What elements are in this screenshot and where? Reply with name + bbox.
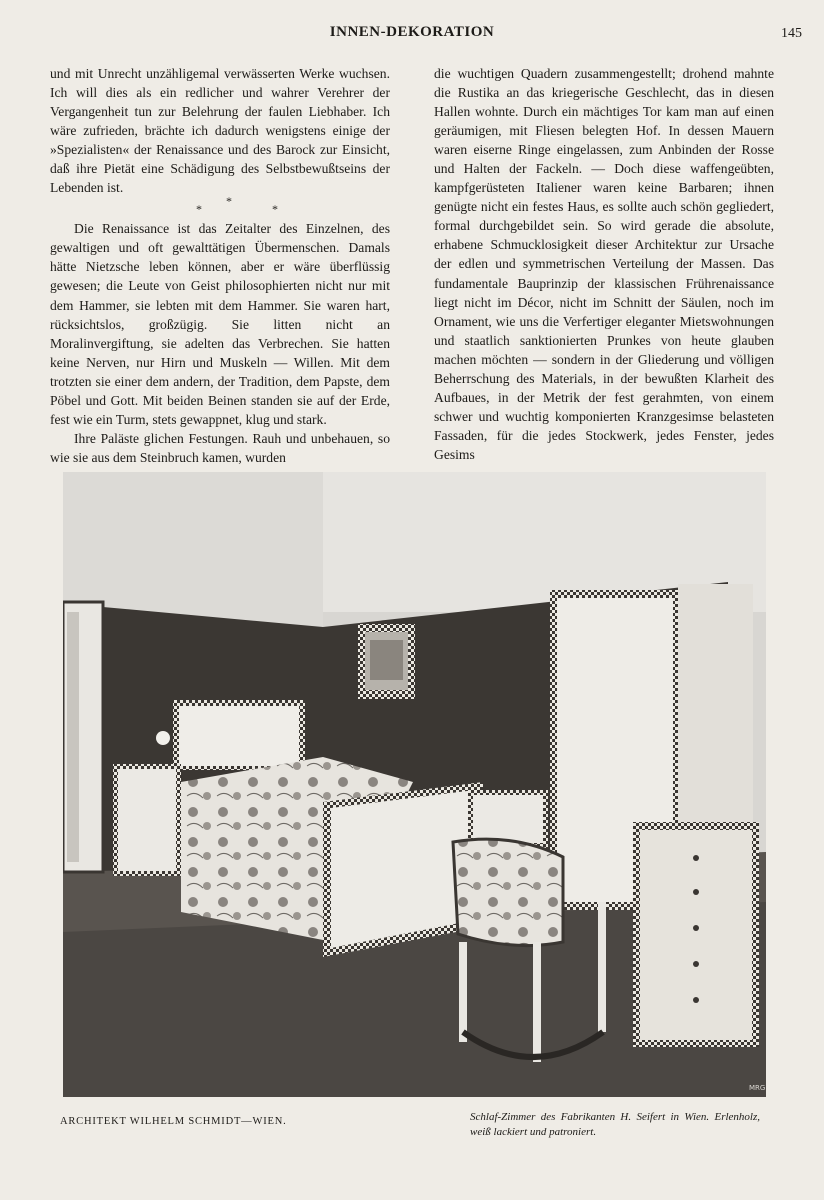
page-header — [0, 24, 824, 48]
asterisk: * — [196, 202, 202, 217]
architect-caption: ARCHITEKT WILHELM SCHMIDT—WIEN. — [60, 1116, 287, 1127]
paragraph-continuation: und mit Unrecht unzähligemal verwässerten Werke wuchsen. Ich will dies als ein redlicher und wahrer Verehrer der Vergangenheit tun zur Belehrung der faulen Liebhaber. Ich wäre zufrieden, brächte ich dadurch wenigstens einige der »Spezialisten« der Renaissance und des Barock zur Einsicht, daß ihre Pietät eine Schädigung des Selbstbewußtseins der Lebenden ist. — [50, 66, 390, 196]
paragraph-palaces: Ihre Paläste glichen Festungen. Rauh und unbehauen, so wie sie aus dem Steinbruch kamen, wurden — [50, 430, 390, 465]
page-number: 145 — [781, 26, 802, 41]
photo-caption: Schlaf-Zimmer des Fabrikanten H. Seifert in Wien. Erlenholz, weiß lackiert und patroniert. — [470, 1111, 760, 1138]
asterisk: * — [272, 202, 278, 217]
paragraph-renaissance: Die Renaissance ist das Zeitalter des Einzelnen, des gewaltigen und oft gewalttätigen Übermenschen. Damals hätte Nietzsche leben können, aber er wäre überflüssig gewesen; die Leute von Geist philosophierten nicht nur mit dem Hammer, sie lebten mit dem Hammer. Sie waren hart, rücksichtslos, großzügig. Sie litten nicht an Moralinvergiftung, sie adelten das Verbrechen. Sie hatten keine Nerven, nur Hirn und Muskeln — Willen. Mit dem trotzten sie einer dem andern, der Tradition, dem Papste, dem Pöbel und Gott. Mit beiden Beinen standen sie auf der Erde, fest wie ein Turm, stets gewappnet, klug und stark. — [50, 221, 390, 427]
section-separator — [50, 194, 390, 219]
paragraph-architecture: die wuchtigen Quadern zusammengestellt; drohend mahnte die Rustika an das kriegerische Geschlecht, das in diesen Hallen wohnte. Durch ein mächtiges Tor kam man auf einen geräumigen, mit Fliesen belegten Hof. In dessen Mauern waren eiserne Ringe eingelassen, zum Anbinden der Rosse und Halten der Fackeln. — Doch diese waffengeübten, kampfgerüsteten Italiener waren keine Barbaren; ihnen genügte nicht ein festes Haus, es sollte auch schön gegliedert, formal durchgebildet sein. So wird gerade die absolute, erhabene Schmucklosigkeit dieser Architektur zur Ursache der edlen und symmetrischen Verteilung der Massen. Das fundamentale Bauprinzip der klassischen Frührenaissance liegt nicht im Décor, nicht im Schnitt der Säulen, noch im Ornament, wie uns die Verfertiger eleganter Mietswohnungen und staatlich sanktionierten Prunkes von heute glauben machen möchten — sondern in der Gliederung und völligen Beherrschung des Materials, in der bewußten Klarheit des Aufbaues, in der Metrik der fest gerahmten, von einem schwer und wuchtig komponierten Kranzgesimse belasteten Fassaden, für die jedes Stockwerk, jedes Fenster, jedes Gesims — [434, 66, 774, 462]
bedroom-photograph — [63, 472, 766, 1097]
bedroom-illustration — [63, 472, 766, 1097]
photo-signature: MRG — [749, 1084, 766, 1092]
left-text-column — [50, 64, 390, 467]
right-text-column — [434, 64, 774, 464]
running-title: INNEN-DEKORATION — [329, 24, 495, 40]
asterisk: * — [226, 194, 232, 209]
